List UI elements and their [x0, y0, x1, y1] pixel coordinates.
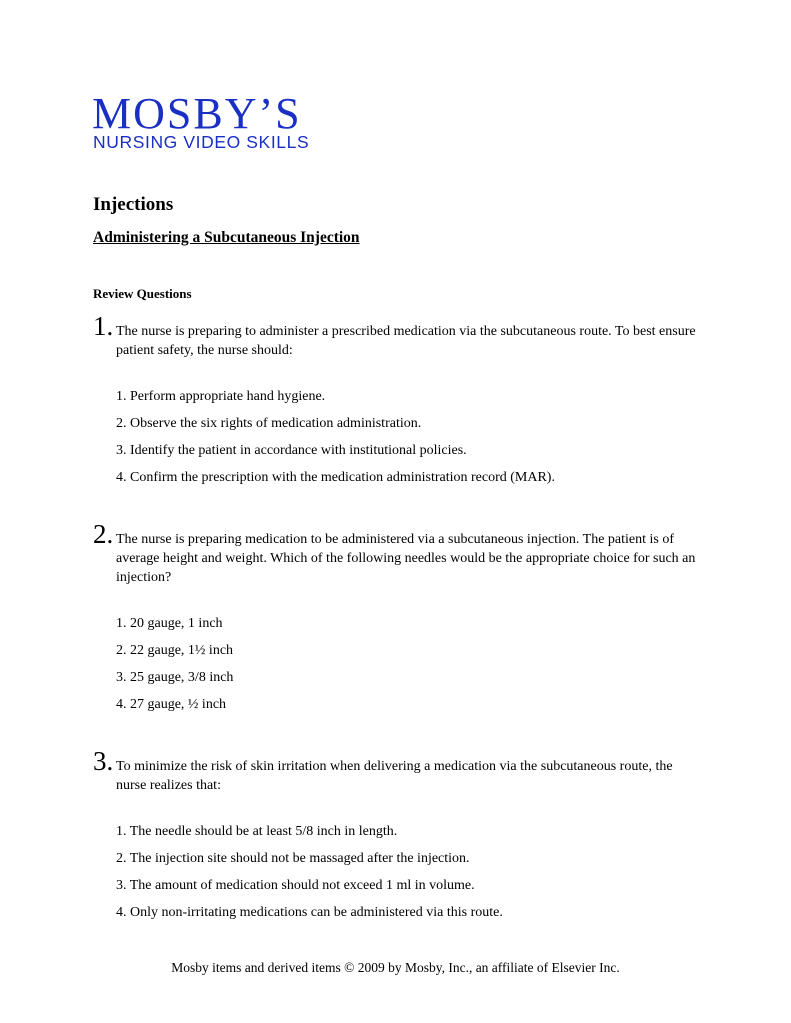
- question-3: [93, 746, 703, 926]
- question-number: 3.: [93, 746, 114, 776]
- logo-subtitle: NURSING VIDEO SKILLS: [93, 132, 310, 152]
- answer-option: 3. 25 gauge, 3/8 inch: [116, 670, 234, 685]
- answer-option: 4. 27 gauge, ½ inch: [116, 697, 227, 712]
- answer-options: [116, 818, 703, 926]
- question-number: 1.: [93, 311, 114, 341]
- answer-option: 1. Perform appropriate hand hygiene.: [116, 389, 326, 404]
- question-text: The nurse is preparing medication to be administered via a subcutaneous injection. The patient is of average height and weight. Which of the following needles would be the appropriate choice for such an injection?: [116, 532, 696, 585]
- answer-option: 1. The needle should be at least 5/8 inch in length.: [116, 824, 398, 839]
- question-1: [93, 311, 703, 491]
- page-title: Injections: [93, 194, 174, 215]
- question-text: To minimize the risk of skin irritation when delivering a medication via the subcutaneous route, the nurse realizes that:: [116, 759, 673, 793]
- answer-option: 3. Identify the patient in accordance with institutional policies.: [116, 443, 467, 458]
- answer-option: 1. 20 gauge, 1 inch: [116, 616, 223, 631]
- copyright-footer: Mosby items and derived items © 2009 by Mosby, Inc., an affiliate of Elsevier Inc.: [171, 960, 620, 975]
- answer-options: [116, 610, 703, 718]
- answer-option: 3. The amount of medication should not exceed 1 ml in volume.: [116, 878, 475, 893]
- answer-option: 4. Confirm the prescription with the medication administration record (MAR).: [116, 470, 555, 485]
- answer-options: [116, 383, 703, 491]
- question-text: The nurse is preparing to administer a prescribed medication via the subcutaneous route. To best ensure patient safety, the nurse should:: [116, 324, 696, 358]
- answer-option: 4. Only non-irritating medications can be administered via this route.: [116, 905, 503, 920]
- question-2: [93, 519, 703, 718]
- question-number: 2.: [93, 519, 114, 549]
- logo-title: MOSBY’S: [92, 89, 302, 138]
- answer-option: 2. Observe the six rights of medication administration.: [116, 416, 422, 431]
- page-subtitle: Administering a Subcutaneous Injection: [93, 229, 360, 246]
- section-label: Review Questions: [93, 286, 192, 301]
- answer-option: 2. 22 gauge, 1½ inch: [116, 643, 234, 658]
- answer-option: 2. The injection site should not be massaged after the injection.: [116, 851, 470, 866]
